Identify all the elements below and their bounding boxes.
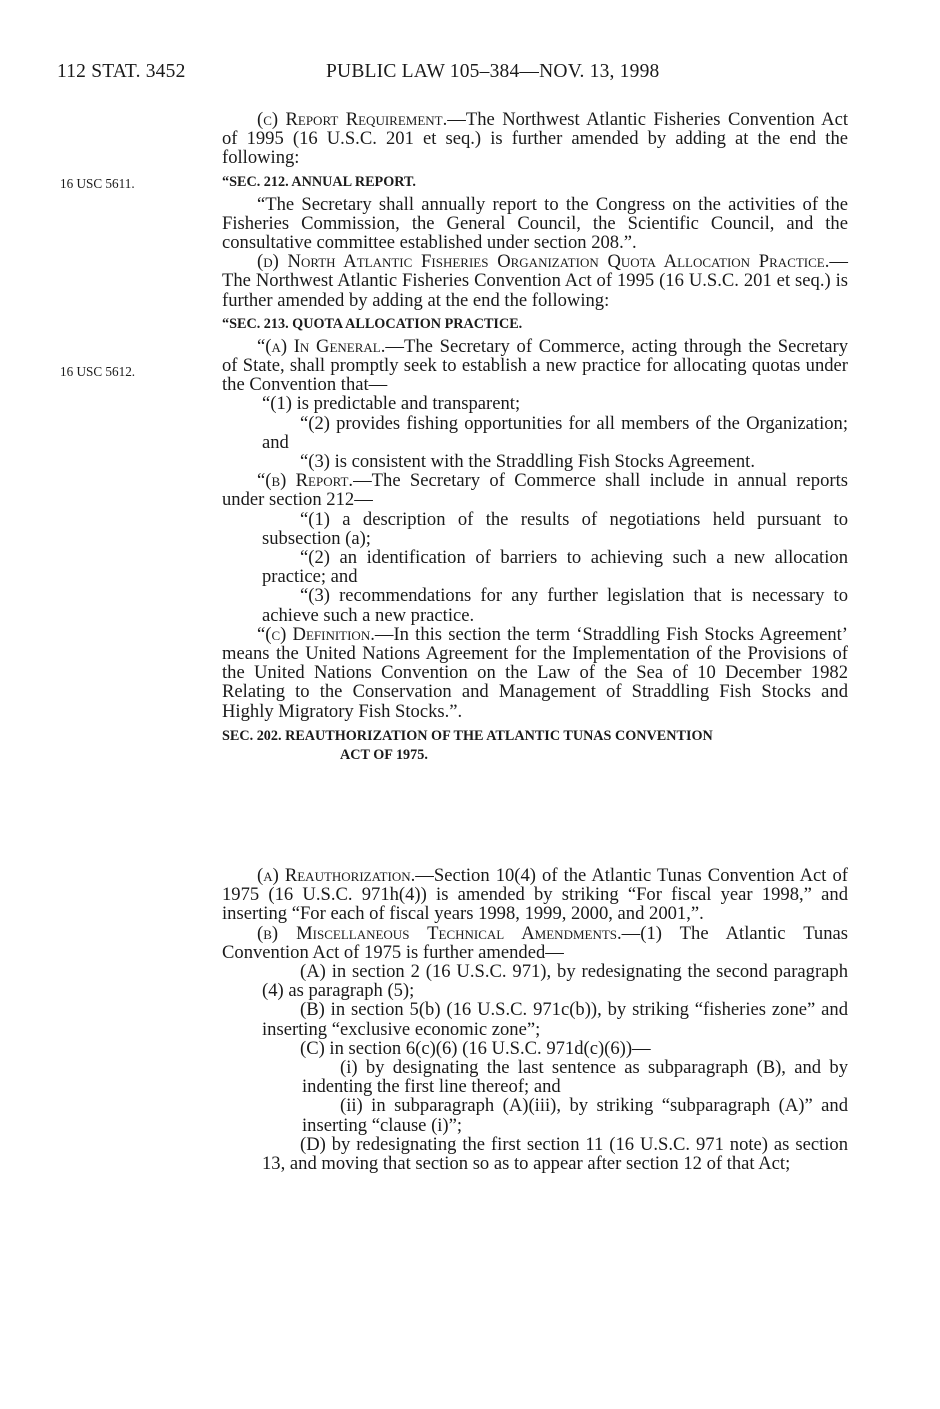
paragraph — [222, 625, 848, 721]
section-heading-line: ACT OF 1975. — [340, 746, 428, 763]
subsection-heading: “(b) Report. — [257, 470, 354, 492]
subsection-heading: (a) Reauthorization. — [257, 865, 416, 886]
paragraph-text: —(1) The Atlantic Tunas Convention Act of 1975 is further amended— — [222, 922, 849, 963]
list-item: (i) by designating the last sentence as subparagraph (B), and by indenting the first line thereof; and — [302, 1057, 848, 1098]
section-heading: “SEC. 213. QUOTA ALLOCATION PRACTICE. — [222, 315, 523, 332]
list-item: (ii) in subparagraph (A)(iii), by striking “subparagraph (A)” and inserting “clause (i)”; — [302, 1095, 848, 1136]
paragraph-report-requirement — [222, 110, 848, 168]
subsection-heading: (d) North Atlantic Fisheries Organization Quota Allocation Practice. — [257, 251, 830, 273]
paragraph: “The Secretary shall annually report to the Congress on the activities of the Fisheries Commission, the General Council, the Scientific Council, and the consultative committee established under section 208.”. — [222, 193, 848, 254]
document-body — [222, 110, 848, 771]
subsection-heading: “(a) In General. — [257, 335, 386, 357]
section-heading: “SEC. 212. ANNUAL REPORT. — [222, 173, 416, 190]
list-item: “(3) recommendations for any further legislation that is necessary to achieve such a new practice. — [262, 585, 848, 626]
list-item: “(3) is consistent with the Straddling Fish Stocks Agreement. — [300, 451, 755, 473]
list-item: “(1) is predictable and transparent; — [262, 393, 521, 415]
paragraph — [222, 924, 848, 962]
list-item: (D) by redesignating the first section 11 (16 U.S.C. 971 note) as section 13, and moving that section so as to appear after section 12 of that Act; — [262, 1133, 848, 1175]
paragraph — [222, 866, 848, 924]
paragraph-quota-allocation — [222, 252, 848, 310]
page-stat-reference: 112 STAT. 3452 — [57, 61, 186, 82]
list-item: “(2) provides fishing opportunities for all members of the Organization; and — [262, 412, 848, 453]
paragraph-text: —The Northwest Atlantic Fisheries Convention Act of 1995 (16 U.S.C. 201 et seq.) is further amended by adding at the end the following: — [222, 109, 848, 169]
subsection-heading: (c) Report Requirement. — [257, 109, 448, 130]
margin-note: 16 USC 5612. — [60, 364, 136, 379]
paragraph-text: —In this section the term ‘Straddling Fish Stocks Agreement’ means the United Nations Agreement for the Implementation of the Provisions of the United Nations Convention on the Law of the Sea of 10 December 1982 Relating to the Conservation and Management of Straddling Fish Stocks and Highly Migratory Fish Stocks.”. — [222, 623, 848, 722]
paragraph-text: —The Northwest Atlantic Fisheries Convention Act of 1995 (16 U.S.C. 201 et seq.) is further amended by adding at the end the following: — [222, 251, 848, 311]
list-item: “(1) a description of the results of negotiations held pursuant to subsection (a); — [262, 508, 848, 549]
list-item: (C) in section 6(c)(6) (16 U.S.C. 971d(c)(6))— — [300, 1037, 651, 1059]
margin-note: 16 USC 5611. — [60, 176, 135, 191]
subsection-heading: “(c) Definition. — [257, 623, 375, 645]
running-head: PUBLIC LAW 105–384—NOV. 13, 1998 — [326, 61, 660, 82]
paragraph — [222, 471, 848, 509]
section-heading-line: SEC. 202. REAUTHORIZATION OF THE ATLANTIC TUNAS CONVENTION — [222, 727, 713, 744]
paragraph — [222, 337, 848, 395]
list-item: (A) in section 2 (16 U.S.C. 971), by redesignating the second paragraph (4) as paragraph (5); — [262, 961, 848, 1002]
paragraph-text: —Section 10(4) of the Atlantic Tunas Convention Act of 1975 (16 U.S.C. 971h(4)) is amended by striking “For fiscal year 1998,” and inserting “For each of fiscal years 1998, 1999, 2000, and 2001,”. — [222, 865, 848, 925]
subsection-heading: (b) Miscellaneous Technical Amendments. — [257, 922, 622, 944]
list-item: “(2) an identification of barriers to achieving such a new allocation practice; and — [262, 547, 848, 588]
list-item: (B) in section 5(b) (16 U.S.C. 971c(b)), by striking “fisheries zone” and inserting “exclusive economic zone”; — [262, 999, 848, 1040]
document-body-continued — [222, 866, 848, 1173]
paragraph-text: —The Secretary of Commerce, acting through the Secretary of State, shall promptly seek to establish a new practice for allocating quotas under the Convention that— — [222, 335, 849, 396]
paragraph-text: —The Secretary of Commerce shall include in annual reports under section 212— — [222, 470, 848, 511]
section-heading — [222, 721, 848, 771]
